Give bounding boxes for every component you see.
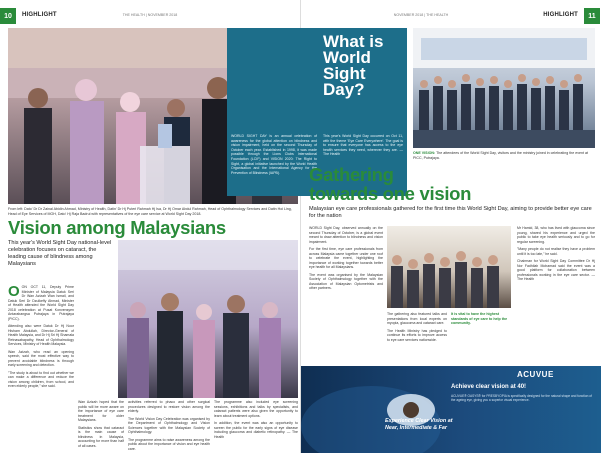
top-photo-caption: From left: Dato' Dr Dr Zainal Abidin Ahmad, Ministry of Health, Datin' Dr Hj Puteri Rahmah Hj Isa, Dr Hj Omar Abdul Rahmah, Head of Ophthalmology Services and Datin Hoi Ling, Head of Eye Services of MOH, Dato' Hj Raja Badrul with representatives of the eye care service at World Sight Day 2018. — [8, 207, 292, 216]
sidebar-col1: WORLD SIGHT DAY is an annual celebration of awareness for the global attention on blindness and vision impairment, held on the second Thursday of October each year. Established in 1998, it was made possible through the Lions Clubs International Foundation (LCIF) and VISION 2020: The Right to Sight, a global initiative launched by the World Health Organisation and the International Agency for the Prevention of Blindness (IAPB). — [231, 134, 317, 175]
right-body-para: Chairman for World Sight Day Committee Dr Hj Nor Fadhilah Mohamad said the event was a good platform for collaboration between professionals working in the eye care sector. — The Health — [517, 259, 595, 281]
pull-quote: It is vital to have the highest standards of eye care to help the community. — [451, 312, 508, 326]
group-photo-illustration — [413, 28, 595, 148]
sidebar-title: What is World Sight Day? — [323, 32, 384, 99]
ad-background-illustration — [301, 366, 601, 453]
right-body-para: The gathering also featured talks and presentations from local experts on myopia, glaucoma and cataract care. — [387, 312, 447, 325]
right-body-para: For the first time, eye care professionals from across Malaysia came together under one roof to celebrate the event, highlighting the importance of working together towards better eye health for all Malaysians. — [309, 247, 383, 269]
left-body-col3 — [128, 400, 210, 450]
group-photo-caption — [413, 151, 595, 160]
left-body-col4 — [214, 400, 298, 450]
running-header-text: THE HEALTH | NOVEMBER 2018 — [122, 13, 178, 17]
right-body-para: The Health Ministry has pledged to continue its efforts to improve access to eye care services nationwide. — [387, 328, 447, 342]
caption-text: The attendees of the World Sight Day, visitors and the ministry joined in celebrating the event at PICC, Putrajaya. — [413, 151, 588, 160]
right-body-para: "Many people do not realise they have a problem until it is too late," he said. — [517, 247, 595, 256]
ad-body-text: ACUVUE® OASYS® for PRESBYOPIA is specifically designed for the natural shape and function of the ageing eye, giving you a superior visual experience. — [451, 394, 592, 403]
group-photo — [413, 28, 595, 148]
left-body-para: activities referred to phaco and other surgical procedures designed to restore vision among the elderly. — [128, 400, 210, 413]
left-deck: This year's World Sight Day national-level celebration focuses on cataract, the leading cause of blindness among Malaysians — [8, 240, 112, 267]
left-body-para: Attending also were Datuk Dr Hj Noor Hisham Abdullah, Director-General of Health Malaysia, and Dr Hj Sri Hj Shamala Retnasabapathy, Head of Ophthalmology Services, Ministry of Health Malaysia. — [8, 324, 74, 346]
page-number: 10 — [0, 8, 16, 24]
right-headline — [309, 165, 599, 203]
sidebar-col2: This year's World Sight Day occurred on Oct 11, with the theme 'Eye Care Everywhere'. The goal is to ensure that everyone has access to the eye health services they need, wherever they are. — The Health — [323, 134, 403, 157]
left-body-para: Statistics show that cataract is the main cause of blindness in Malaysia, accounting for more than half of all cases. — [78, 425, 124, 448]
left-body-para: In addition, the event was also an opportunity to screen the public for the early signs of eye disease including glaucoma and diabetic retinopathy. — The Health — [214, 421, 298, 439]
section-label: HIGHLIGHT — [543, 12, 578, 18]
right-body-col1 — [309, 226, 383, 364]
section-label: HIGHLIGHT — [22, 12, 57, 18]
right-body-col2 — [387, 312, 447, 364]
audience-photo-illustration — [118, 240, 298, 398]
left-body-para: The programme aims to raise awareness among the public about the importance of vision and eye health care. — [128, 437, 210, 451]
left-body-col2 — [78, 400, 124, 450]
acuvue-advertisement[interactable] — [301, 366, 601, 453]
right-body-para: WORLD Sight Day, observed annually on the second Thursday of October, is a global event meant to draw attention to blindness and vision impairment. — [309, 226, 383, 244]
left-body-para: The programme also included eye screening sessions, exhibitions and talks by specialists, and cataract patients were also given the opportunity to learn about treatment options. — [214, 400, 298, 418]
right-body-para: The event was organised by the Malaysian Society of Ophthalmology together with the Association of Malaysian Optometrists and other partners. — [309, 272, 383, 290]
left-body-para: "The study is about to find out whether we can make a difference and reduce the vision among children, from school, and even elderly people," she said. — [8, 370, 74, 388]
running-header-text: NOVEMBER 2018 | THE HEALTH — [393, 13, 449, 17]
left-running-header — [0, 8, 300, 24]
left-body-para: Wan Azizah hoped that the public will be more aware on the importance of eye care treatment for older Malaysians. — [78, 400, 124, 422]
ad-headline: Achieve clear vision at 40! — [451, 384, 527, 390]
page-number: 11 — [584, 8, 600, 24]
left-headline: Vision among Malaysians — [8, 217, 226, 238]
right-body-para: Mr Hamid, 38, who has lived with glaucoma since young, shared his experience and urged the public to take eye health seriously and to go for regular screening. — [517, 226, 595, 244]
right-body-col3 — [517, 226, 595, 364]
caption-lead: ONE VISION: — [413, 151, 436, 155]
dropcap: O — [8, 283, 20, 300]
left-body-col1 — [8, 285, 74, 450]
left-body-para: The World Vision Day Celebration was organised by the Department of Ophthalmology and Vision Sciences together with the Malaysian Society of Ophthalmology. — [128, 416, 210, 434]
right-deck: Malaysian eye care professionals gathered for the first time this World Sight Day, aiming to provide better eye care for the nation — [309, 206, 592, 219]
ad-brand-logo: ACUVUE — [517, 370, 554, 379]
ad-banner-text: Experience Clear Vision at Near, Intermediate & Far — [385, 418, 453, 431]
headline-line2: towards one vision — [309, 183, 472, 204]
left-body-para: ON OCT 11, Deputy Prime Minister of Malaysia Datuk Seri Dr Wan Azizah Wan Ismail, and Datuk Seri Dr Dzulkefly Ahmad, Minister of Health attended the World Sight Day 2018 celebration at Pusat Konvensyen Antarabangsa Putrajaya in Putrajaya (PICC). — [8, 285, 74, 321]
left-body-para: Wan Azizah, who read an opening speech, said the most effective way to prevent avoidable blindness is through early screening and detection. — [8, 349, 74, 367]
audience-photo — [118, 240, 298, 398]
headline-line1: Gathering — [309, 164, 394, 185]
hall-photo — [387, 226, 511, 308]
right-running-header — [301, 8, 600, 24]
hall-photo-illustration — [387, 226, 511, 308]
